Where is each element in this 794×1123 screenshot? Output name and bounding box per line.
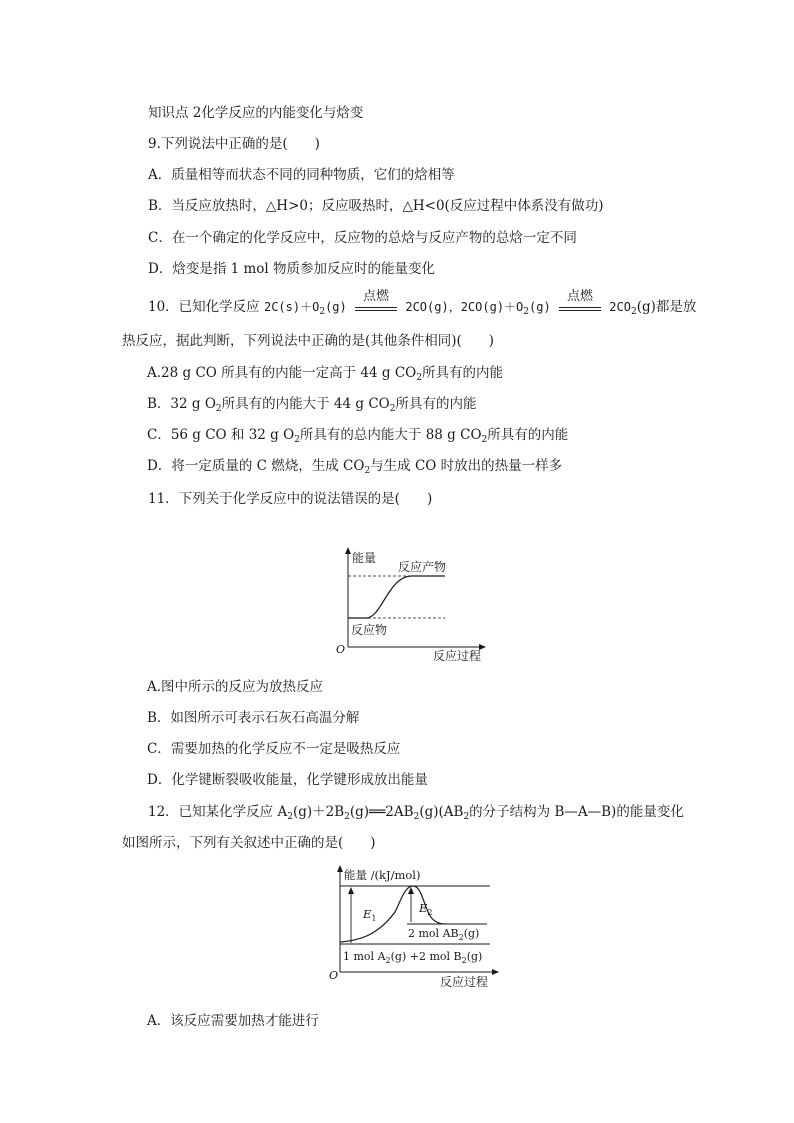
q12-option-a: A．该反应需要加热才能进行 xyxy=(147,1013,319,1029)
q10-option-c: C．56 g CO 和 32 g $O_2$所具有的总内能大于 88 g $CO_2$所具有的内能 xyxy=(147,427,569,445)
q12-stem-line1: 12．已知某化学反应 $A_2(g)+2B_2(g)══2AB_2(g)(AB_2$的分子结构为 B—A—B)的能量变化 xyxy=(148,804,684,822)
q10-sub: 2 xyxy=(630,307,637,317)
x-axis-label: 反应过程 xyxy=(433,649,482,663)
q10-option-a: A.28 g CO 所具有的内能一定高于 44 g $CO_2$所具有的内能 xyxy=(147,365,503,383)
y-axis-arrow xyxy=(337,865,343,872)
ignition-label: 点燃 xyxy=(566,289,593,304)
x-axis-arrow xyxy=(492,969,499,975)
q10-sub: 2 xyxy=(319,307,326,317)
ignition-condition-arrow xyxy=(559,289,601,311)
reactant-label: 1 mol $A_2(g) +2$ mol $B_2(g)$ xyxy=(343,950,483,965)
q10-eq2-mid: (g) xyxy=(529,300,551,314)
q10-stem-line2: 热反应，据此判断，下列说法中正确的是(其他条件相同)( ) xyxy=(122,333,495,349)
y-axis-arrow xyxy=(345,547,351,554)
q11-option-b: B．如图所示可表示石灰石高温分解 xyxy=(147,710,360,726)
q9-option-d: D．焓变是指 1 mol 物质参加反应时的能量变化 xyxy=(148,261,436,277)
q11-option-a: A.图中所示的反应为放热反应 xyxy=(147,679,324,695)
q12-stem-line2: 如图所示，下列有关叙述中正确的是( ) xyxy=(122,835,376,851)
q9-option-c: C．在一个确定的化学反应中，反应物的总焓与反应产物的总焓一定不同 xyxy=(148,230,577,246)
q11-option-d: D．化学键断裂吸收能量，化学键形成放出能量 xyxy=(147,772,428,788)
q12-energy-diagram xyxy=(325,862,505,992)
y-axis-label: 能量 xyxy=(352,551,377,565)
q10-num: 10．已知化学反应 xyxy=(148,299,260,315)
q9-option-b: B．当反应放热时，△H>0；反应吸热时，△H<0(反应过程中体系没有做功) xyxy=(148,198,604,214)
q10-eq1-right: 2CO(g)，2CO(g)＋O xyxy=(405,300,524,314)
q10-option-d: D．将一定质量的 C 燃烧，生成 $CO_2$与生成 CO 时放出的热量一样多 xyxy=(147,458,563,476)
q10-eq1-mid: (g) xyxy=(325,300,347,314)
q10-stem-line1 xyxy=(148,289,697,317)
q11-energy-diagram xyxy=(330,545,490,663)
ignition-label: 点燃 xyxy=(363,289,390,304)
product-label: 反应产物 xyxy=(398,560,447,574)
q9-stem: 9.下列说法中正确的是( ) xyxy=(148,136,320,152)
e1-arrowhead xyxy=(348,887,354,894)
q10-sub: 2 xyxy=(523,307,530,317)
ignition-condition-arrow xyxy=(355,289,397,311)
e2-label: $E_2$ xyxy=(419,901,433,917)
q10-eq1-left: 2C(s)＋O xyxy=(263,300,320,314)
section-title: 知识点 2化学反应的内能变化与焓变 xyxy=(148,105,364,121)
origin-label: O xyxy=(329,969,339,982)
q11-stem: 11．下列关于化学反应中的说法错误的是( ) xyxy=(148,491,433,507)
y-axis-label: 能量 /(kJ/mol) xyxy=(344,868,421,882)
q10-eq2-right: 2CO xyxy=(609,300,631,314)
reactant-label: 反应物 xyxy=(351,623,388,637)
q11-option-c: C．需要加热的化学反应不一定是吸热反应 xyxy=(147,741,401,757)
origin-label: O xyxy=(336,643,346,656)
q9-option-a: A．质量相等而状态不同的同种物质，它们的焓相等 xyxy=(148,167,455,183)
e1-label: $E_1$ xyxy=(363,907,377,923)
q10-option-b: B．32 g $O_2$所具有的内能大于 44 g $CO_2$所具有的内能 xyxy=(147,396,477,414)
q10-tail: (g)都是放 xyxy=(636,299,697,315)
x-axis-label: 反应过程 xyxy=(440,975,489,989)
product-label: 2 mol $AB_2(g)$ xyxy=(408,927,480,942)
energy-curve xyxy=(348,576,445,618)
